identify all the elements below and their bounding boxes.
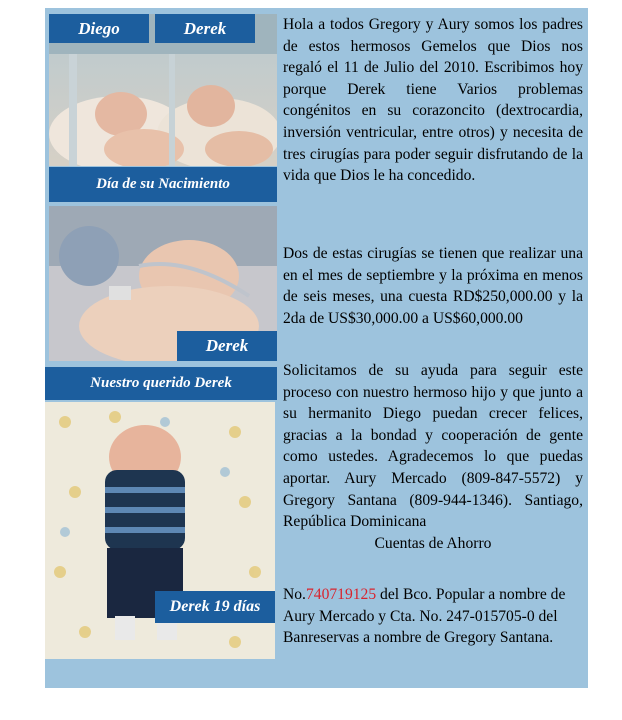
paragraph-surgeries: Dos de estas cirugías se tienen que realizar una en el mes de septiembre y la próxima en menos de seis meses, una cuesta RD$250,000.00 y la 2da de US$30,000.00 a US$60,000.00 [283, 245, 583, 327]
account-number: 740719125 [305, 586, 377, 603]
paragraph-accounts [283, 584, 583, 649]
account-details: del Bco. Popular a nombre de Aury Mercado y Cta. No. 247-015705-0 del Banreservas a nombre de Gregory Santana. [283, 586, 566, 647]
header-loved-derek: Nuestro querido Derek [45, 367, 277, 400]
label-derek-birth: Derek [155, 14, 255, 43]
label-derek: Derek [177, 331, 277, 361]
surgeries-text [283, 243, 583, 329]
birth-caption: Día de su Nacimiento [49, 167, 277, 202]
paragraph-intro: Hola a todos Gregory y Aury somos los padres de estos hermosos Gemelos que Dios nos regaló el 11 de Julio del 2010. Escribimos hoy porque Derek tiene Varios problemas congénitos en su corazoncito (dextrocardia, inversión ventricular, entre otros) y necesita de tres cirugías para poder seguir disfrutando de la vida que Dios le ha concedido. [283, 16, 583, 185]
accounts-heading: Cuentas de Ahorro [374, 534, 492, 552]
story-text [283, 14, 583, 187]
accounts-text [283, 584, 583, 649]
label-derek-19-days: Derek 19 días [155, 591, 275, 623]
account-prefix: No. [283, 586, 306, 603]
request-text [283, 360, 583, 554]
label-diego: Diego [49, 14, 149, 43]
paragraph-request: Solicitamos de su ayuda para seguir este proceso con nuestro hermoso hijo y que junto a su hermanito Diego puedan crecer felices, gracias a la bondad y cooperación de gente como ustedes. Agradecemos lo que puedas aportar. Aury Mercado (809-847-5572) y Gregory Santana (809-944-1346). Santiago, República Dominicana [283, 362, 583, 531]
